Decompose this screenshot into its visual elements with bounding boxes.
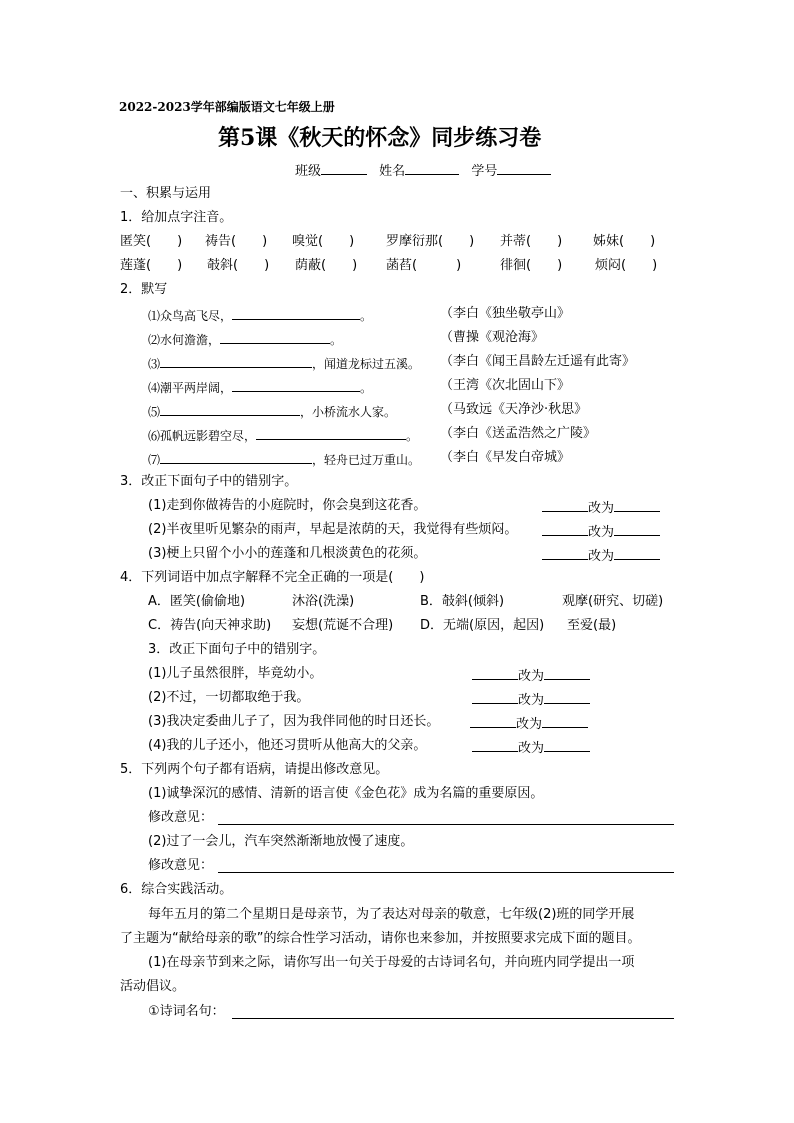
correction-row: 改为: [542, 521, 660, 542]
q6-paragraph: 活动倡议。: [120, 979, 186, 994]
fix-label: 修改意见：: [148, 858, 214, 873]
dictation-line: ⑹孤帆远影碧空尽， 。: [148, 425, 418, 445]
dictation-line: ⑷潮平两岸阔， 。: [148, 377, 372, 397]
q4-option: 妄想(荒诞不合理): [292, 618, 394, 633]
dictation-line: ⑺ ，轻舟已过万重山。: [148, 449, 420, 469]
q3b-stem: 3．改正下面句子中的错别字。: [148, 642, 326, 657]
dictation-source: （马致远《天净沙·秋思》: [440, 402, 588, 417]
q4-option: 观摩(研究、切磋): [562, 594, 664, 609]
dictation-line: ⑴众鸟高飞尽， 。: [148, 305, 372, 325]
class-field[interactable]: [321, 160, 367, 175]
q1-item: 荫蔽( ): [295, 258, 358, 273]
correction-row: 改为: [470, 713, 588, 734]
q3b-sentence: (1)儿子虽然很胖，毕竟幼小。: [148, 666, 323, 681]
answer-blank[interactable]: [472, 665, 518, 680]
q1-item: 匿笑( ): [120, 234, 183, 249]
correction-row: 改为: [472, 737, 590, 758]
fix-label: 修改意见：: [148, 810, 214, 825]
answer-blank[interactable]: [542, 521, 588, 536]
q2-stem: 2．默写: [120, 282, 168, 297]
q3b-sentence: (4)我的儿子还小，他还习贯听从他高大的父亲。: [148, 738, 427, 753]
q1-item: 罗摩衍那( ): [386, 234, 475, 249]
answer-blank[interactable]: [470, 713, 516, 728]
student-info-row: [295, 160, 551, 181]
dictation-source: （曹操《观沧海》: [440, 330, 545, 345]
q3-sentence: (2)半夜里听见繁杂的雨声，早起是浓荫的天，我觉得有些烦闷。: [148, 522, 518, 537]
dictation-source: （李白《早发白帝城》: [440, 450, 571, 465]
q1-item: 莲蓬( ): [120, 258, 183, 273]
dictation-line: ⑸ ，小桥流水人家。: [148, 401, 396, 421]
q3b-sentence: (3)我决定委曲儿子了，因为我伴同他的时日还长。: [148, 714, 440, 729]
answer-blank[interactable]: [544, 737, 590, 752]
answer-blank[interactable]: [614, 545, 660, 560]
q4-option: B．攲斜(倾斜): [420, 594, 505, 609]
answer-blank[interactable]: [220, 329, 330, 344]
answer-blank[interactable]: [544, 665, 590, 680]
answer-blank[interactable]: [160, 401, 300, 416]
q3-stem: 3．改正下面句子中的错别字。: [120, 474, 298, 489]
dictation-line: ⑶ ，闻道龙标过五溪。: [148, 353, 420, 373]
q1-item: 徘徊( ): [500, 258, 563, 273]
answer-blank[interactable]: [472, 737, 518, 752]
fix-answer-line[interactable]: [218, 872, 674, 873]
answer-blank[interactable]: [232, 377, 360, 392]
answer-blank[interactable]: [472, 689, 518, 704]
q1-item: 姊妹( ): [593, 234, 656, 249]
section-heading: 一、积累与运用: [120, 186, 212, 201]
answer-blank[interactable]: [544, 689, 590, 704]
q4-option: A．匿笑(偷偷地): [148, 594, 246, 609]
id-field[interactable]: [497, 160, 551, 175]
worksheet-subtitle: 2022-2023学年部编版语文七年级上册: [119, 100, 335, 114]
class-label: 班级: [295, 164, 322, 179]
correction-row: 改为: [542, 545, 660, 566]
answer-blank[interactable]: [542, 545, 588, 560]
correction-row: 改为: [542, 497, 660, 518]
q1-item: 攲斜( ): [207, 258, 270, 273]
q1-stem: 1．给加点字注音。: [120, 210, 233, 225]
q6-stem: 6．综合实践活动。: [120, 882, 233, 897]
q4-option: 沐浴(洗澡): [292, 594, 355, 609]
q1-item: 祷告( ): [205, 234, 268, 249]
q1-item: 并蒂( ): [500, 234, 563, 249]
answer-blank[interactable]: [542, 497, 588, 512]
answer-blank[interactable]: [614, 521, 660, 536]
answer-blank[interactable]: [256, 425, 406, 440]
correction-row: 改为: [472, 689, 590, 710]
q4-option: D．无端(原因，起因): [420, 618, 545, 633]
dictation-source: （李白《独坐敬亭山》: [440, 306, 571, 321]
dictation-source: （王湾《次北固山下》: [440, 378, 571, 393]
dictation-source: （李白《送孟浩然之广陵》: [440, 426, 597, 441]
q1-item: 烦闷( ): [595, 258, 658, 273]
q5-sentence: (2)过了一会儿，汽车突然渐渐地放慢了速度。: [148, 834, 414, 849]
q4-option: 至爱(最): [567, 618, 617, 633]
q4-stem: 4．下列词语中加点字解释不完全正确的一项是( ): [120, 570, 425, 585]
dictation-line: ⑵水何澹澹， 。: [148, 329, 342, 349]
page-title: 第5课《秋天的怀念》同步练习卷: [218, 125, 542, 151]
q6-paragraph: 每年五月的第二个星期日是母亲节，为了表达对母亲的敬意，七年级(2)班的同学开展: [148, 907, 635, 922]
q1-item: 嗅觉( ): [292, 234, 355, 249]
q1-item: 菡萏( ): [386, 258, 462, 273]
name-label: 姓名: [379, 164, 406, 179]
answer-blank[interactable]: [160, 353, 312, 368]
q3-sentence: (3)梗上只留个小小的莲蓬和几根淡黄色的花须。: [148, 546, 427, 561]
dictation-source: （李白《闻王昌龄左迁遥有此寄》: [440, 354, 636, 369]
q4-option: C．祷告(向天神求助): [148, 618, 272, 633]
answer-blank[interactable]: [542, 713, 588, 728]
answer-blank[interactable]: [160, 449, 312, 464]
id-label: 学号: [471, 164, 498, 179]
q6-paragraph: (1)在母亲节到来之际，请你写出一句关于母爱的古诗词名句，并向班内同学提出一项: [148, 955, 635, 970]
answer-blank[interactable]: [232, 305, 360, 320]
fix-answer-line[interactable]: [218, 824, 674, 825]
correction-row: 改为: [472, 665, 590, 686]
q6-paragraph: 了主题为“献给母亲的歌”的综合性学习活动，请你也来参加，并按照要求完成下面的题目。: [120, 931, 641, 946]
q5-sentence: (1)诚挚深沉的感情、清新的语言使《金色花》成为名篇的重要原因。: [148, 786, 544, 801]
answer-blank[interactable]: [614, 497, 660, 512]
q5-stem: 5．下列两个句子都有语病，请提出修改意见。: [120, 762, 389, 777]
poem-label: ①诗词名句：: [148, 1004, 225, 1019]
poem-answer-line[interactable]: [232, 1018, 674, 1019]
name-field[interactable]: [405, 160, 459, 175]
q3b-sentence: (2)不过，一切都取绝于我。: [148, 690, 310, 705]
q3-sentence: (1)走到你做祷告的小庭院时，你会臭到这花香。: [148, 498, 427, 513]
